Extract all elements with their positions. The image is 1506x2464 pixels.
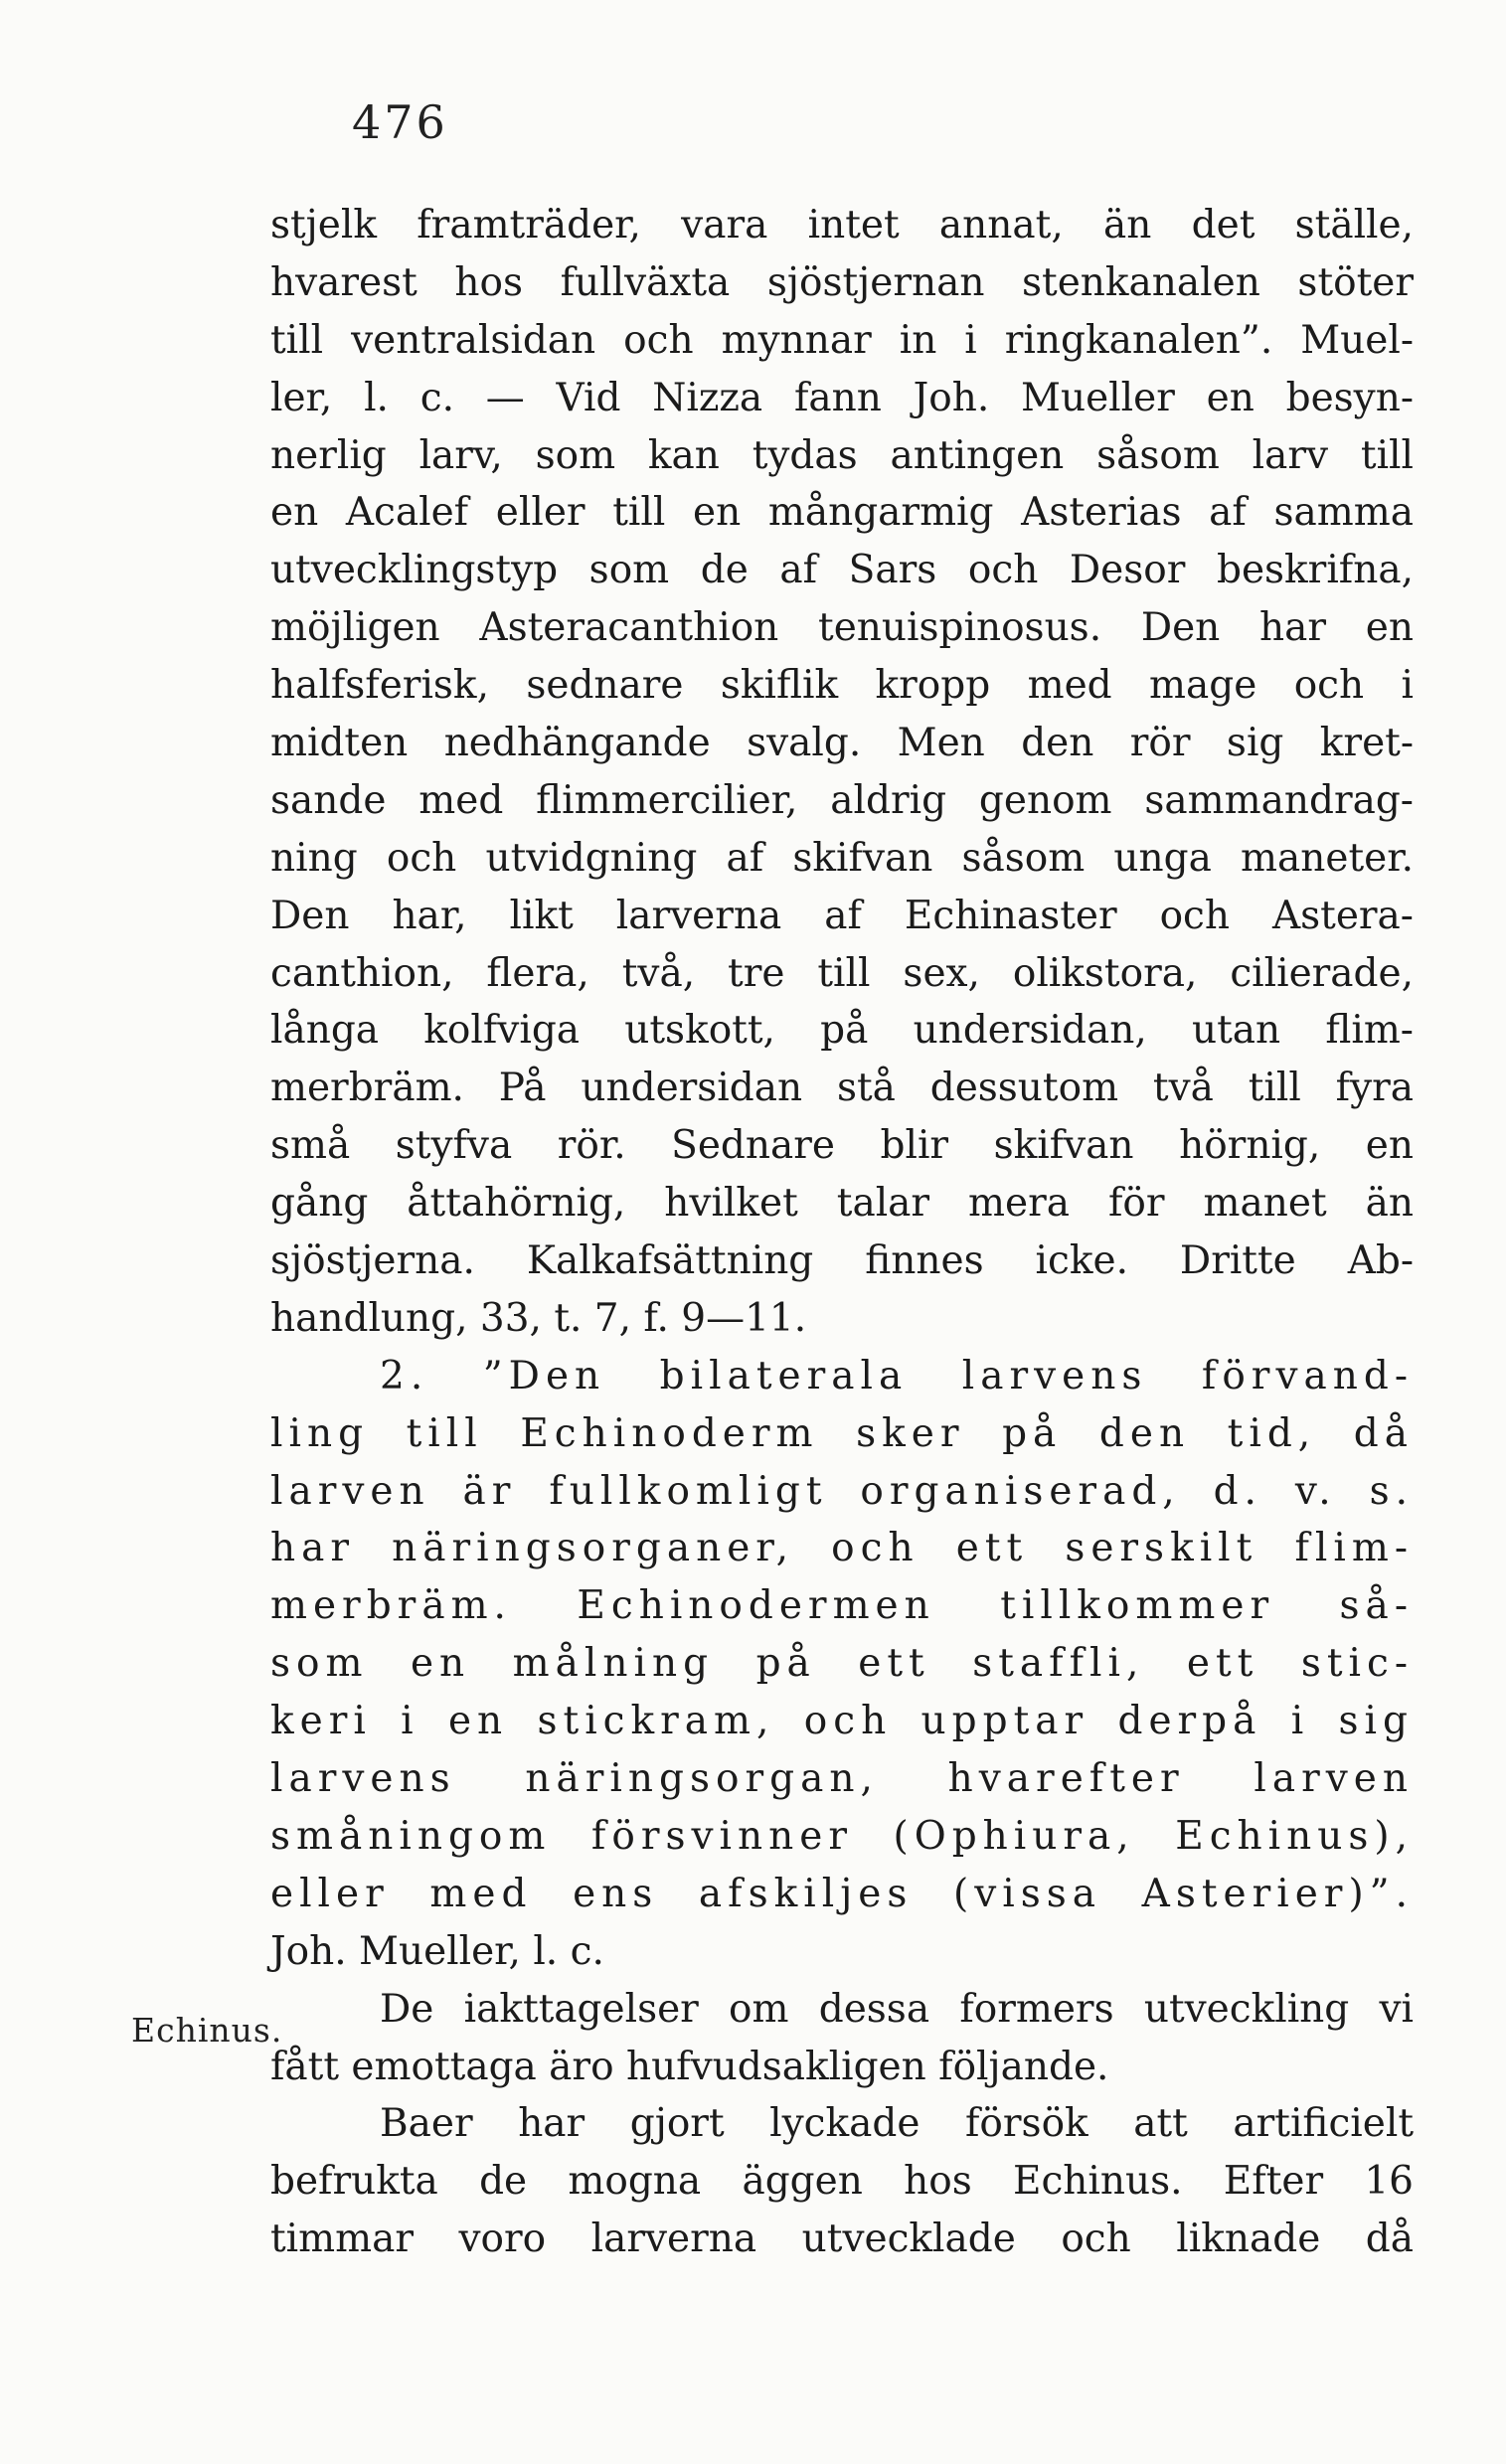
quote-line: har näringsorganer, och ett serskilt flim- [270, 1526, 1414, 1571]
quote-line: larvens näringsorgan, hvarefter larven [270, 1756, 1414, 1802]
text-line: små styfva rör. Sednare blir skifvan hörnig, en [270, 1123, 1414, 1169]
page-number: 476 [352, 95, 448, 149]
text-line: långa kolfviga utskott, på undersidan, utan flim- [270, 1008, 1414, 1054]
text-line: handlung, 33, t. 7, f. 9—11. [270, 1295, 807, 1341]
text-line: till ventralsidan och mynnar in i ringkanalen”. Muel- [270, 317, 1414, 363]
text-line: De iakttagelser om dessa formers utveckling vi [380, 1986, 1414, 2032]
text-line: ning och utvidgning af skifvan såsom unga maneter. [270, 835, 1414, 881]
text-line: hvarest hos fullväxta sjöstjernan stenkanalen stöter [270, 259, 1414, 305]
text-line: canthion, flera, två, tre till sex, olikstora, cilierade, [270, 950, 1414, 996]
text-line: nerlig larv, som kan tydas antingen såsom larv till [270, 432, 1414, 478]
text-line: möjligen Asteracanthion tenuispinosus. Den har en [270, 605, 1414, 651]
text-line: sjöstjerna. Kalkafsättning finnes icke. Dritte Ab- [270, 1238, 1414, 1284]
citation-line: Joh. Mueller, l. c. [270, 1928, 604, 1974]
quote-line: eller med ens afskiljes (vissa Asterier)”. [270, 1871, 1414, 1916]
quote-line: larven är fullkomligt organiserad, d. v. s. [270, 1468, 1414, 1514]
text-line: gång åttahörnig, hvilket talar mera för manet än [270, 1181, 1414, 1227]
text-line: merbräm. På undersidan stå dessutom två till fyra [270, 1066, 1414, 1111]
quote-line: som en målning på ett staffli, ett stic- [270, 1641, 1414, 1687]
text-line: befrukta de mogna äggen hos Echinus. Efter 16 [270, 2159, 1414, 2205]
text-line: midten nedhängande svalg. Men den rör sig kret- [270, 721, 1414, 766]
text-line: fått emottaga äro hufvudsakligen följande. [270, 2044, 1109, 2089]
text-line: sande med flimmercilier, aldrig genom sammandrag- [270, 777, 1414, 823]
text-line: utvecklingstyp som de af Sars och Desor beskrifna, [270, 548, 1414, 593]
text-line: ler, l. c. — Vid Nizza fann Joh. Mueller en besyn- [270, 375, 1414, 420]
body-text [270, 197, 1414, 2268]
text-line: Baer har gjort lyckade försök att artificielt [380, 2101, 1414, 2147]
quote-line: 2. ”Den bilaterala larvens förvand- [380, 1353, 1414, 1398]
quote-line: ling till Echinoderm sker på den tid, då [270, 1410, 1414, 1456]
text-line: stjelk framträder, vara intet annat, än det ställe, [270, 203, 1414, 247]
text-line: Den har, likt larverna af Echinaster och Astera- [270, 893, 1414, 938]
text-line: halfsferisk, sednare skiflik kropp med mage och i [270, 663, 1414, 709]
quote-line: merbräm. Echinodermen tillkommer så- [270, 1583, 1414, 1629]
margin-note-echinus: Echinus. [131, 2011, 283, 2050]
text-line: en Acalef eller till en mångarmig Asterias af samma [270, 490, 1414, 536]
quote-line: keri i en stickram, och upptar derpå i sig [270, 1699, 1414, 1744]
quote-line: småningom försvinner (Ophiura, Echinus), [270, 1813, 1414, 1859]
text-line: timmar voro larverna utvecklade och liknade då [270, 2217, 1414, 2262]
